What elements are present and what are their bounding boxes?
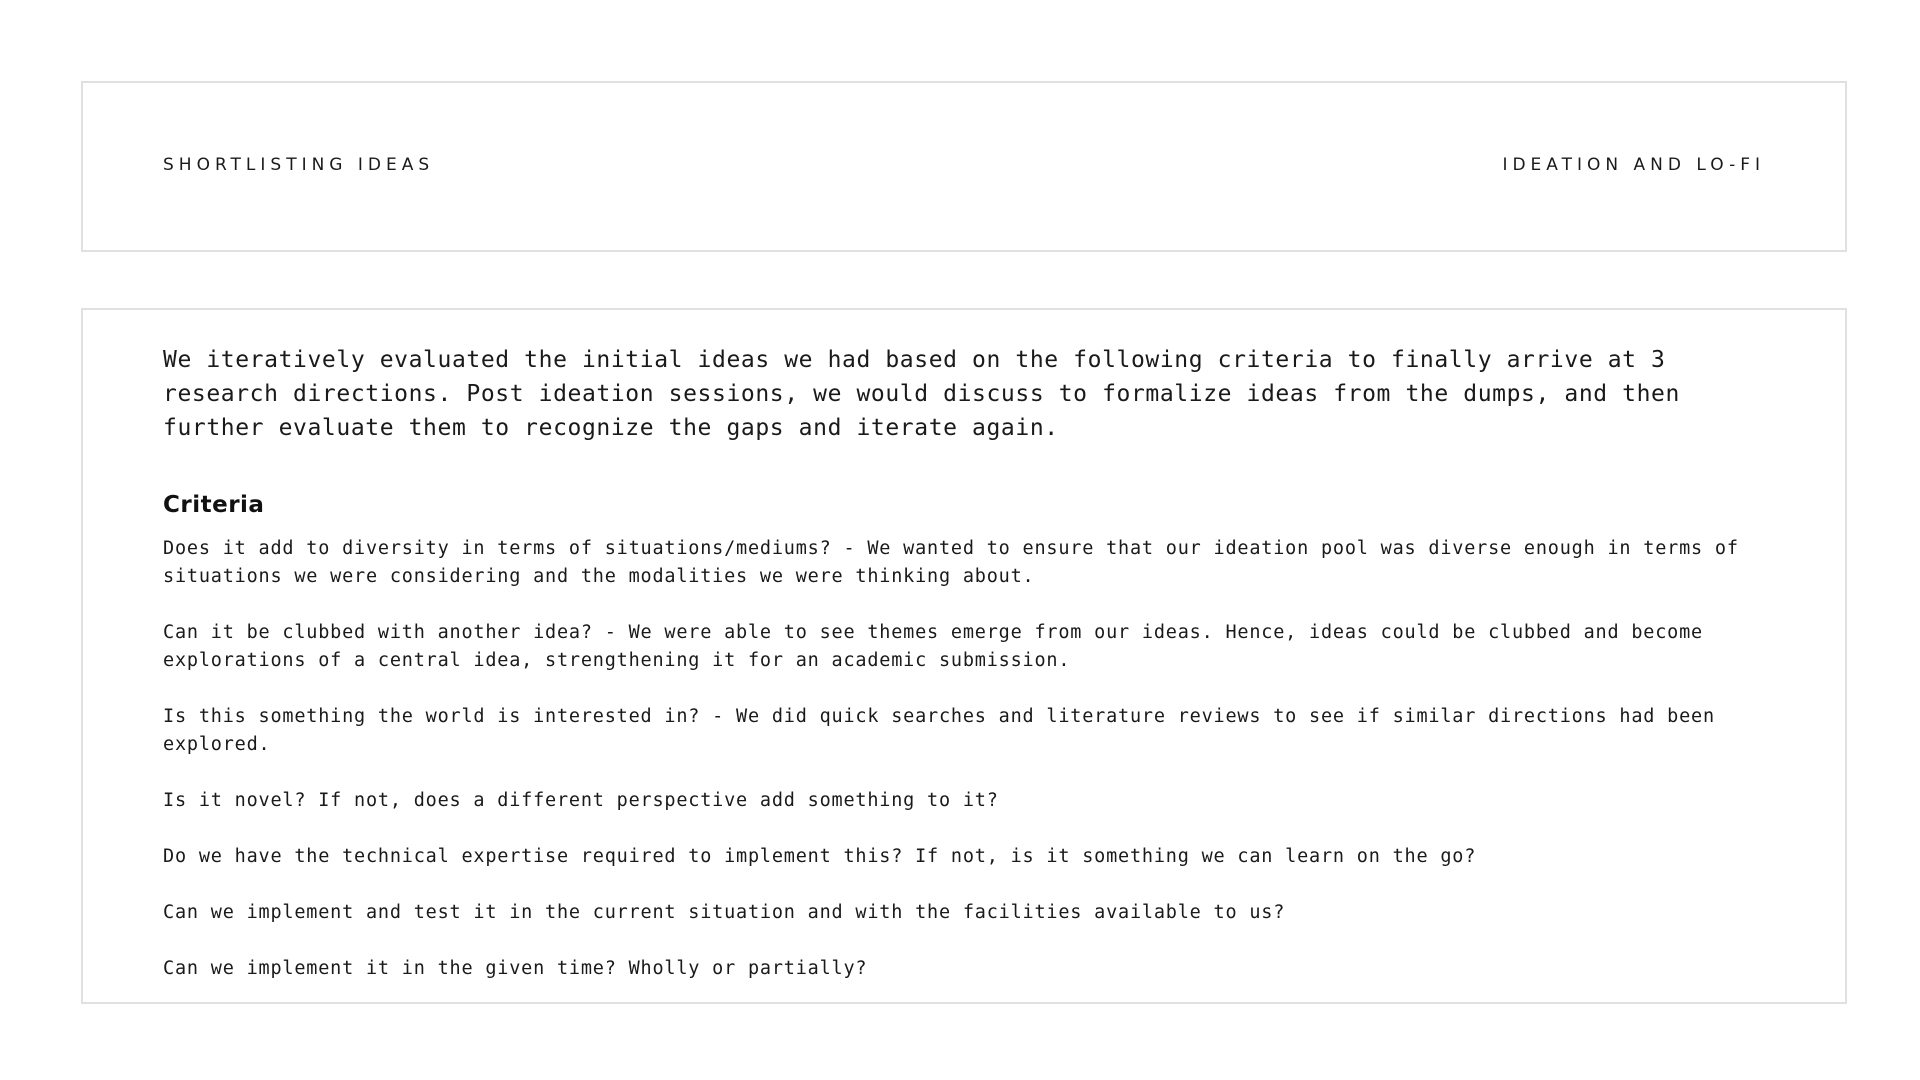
section-header-card bbox=[81, 81, 1847, 252]
criteria-item-interest: Is this something the world is interested in? - We did quick searches and literature reviews to see if similar directions had been explored. bbox=[163, 706, 1715, 755]
criteria-item-feasibility: Can we implement and test it in the current situation and with the facilities available to us? bbox=[163, 902, 1286, 923]
criteria-item-novelty: Is it novel? If not, does a different perspective add something to it? bbox=[163, 790, 999, 811]
criteria-item-diversity: Does it add to diversity in terms of situations/mediums? - We wanted to ensure that our ideation pool was diverse enough in terms of situations we were considering and the modalities we were thinking about. bbox=[163, 538, 1739, 587]
section-category: IDEATION AND LO-FI bbox=[1502, 155, 1765, 175]
criteria-item-timeline: Can we implement it in the given time? Wholly or partially? bbox=[163, 958, 868, 979]
criteria-item-clubbing: Can it be clubbed with another idea? - We were able to see themes emerge from our ideas. Hence, ideas could be clubbed and become explorations of a central idea, strengthening it for an academic submission. bbox=[163, 622, 1703, 671]
content-card bbox=[81, 308, 1847, 1004]
criteria-item-expertise: Do we have the technical expertise required to implement this? If not, is it something we can learn on the go? bbox=[163, 846, 1477, 867]
criteria-list bbox=[163, 535, 1773, 1011]
intro-paragraph: We iteratively evaluated the initial ideas we had based on the following criteria to finally arrive at 3 research directions. Post ideation sessions, we would discuss to formalize ideas from the dumps, and then further evaluate them to recognize the gaps and iterate again. bbox=[163, 347, 1680, 441]
criteria-heading: Criteria bbox=[163, 492, 265, 518]
section-title: SHORTLISTING IDEAS bbox=[163, 155, 435, 175]
